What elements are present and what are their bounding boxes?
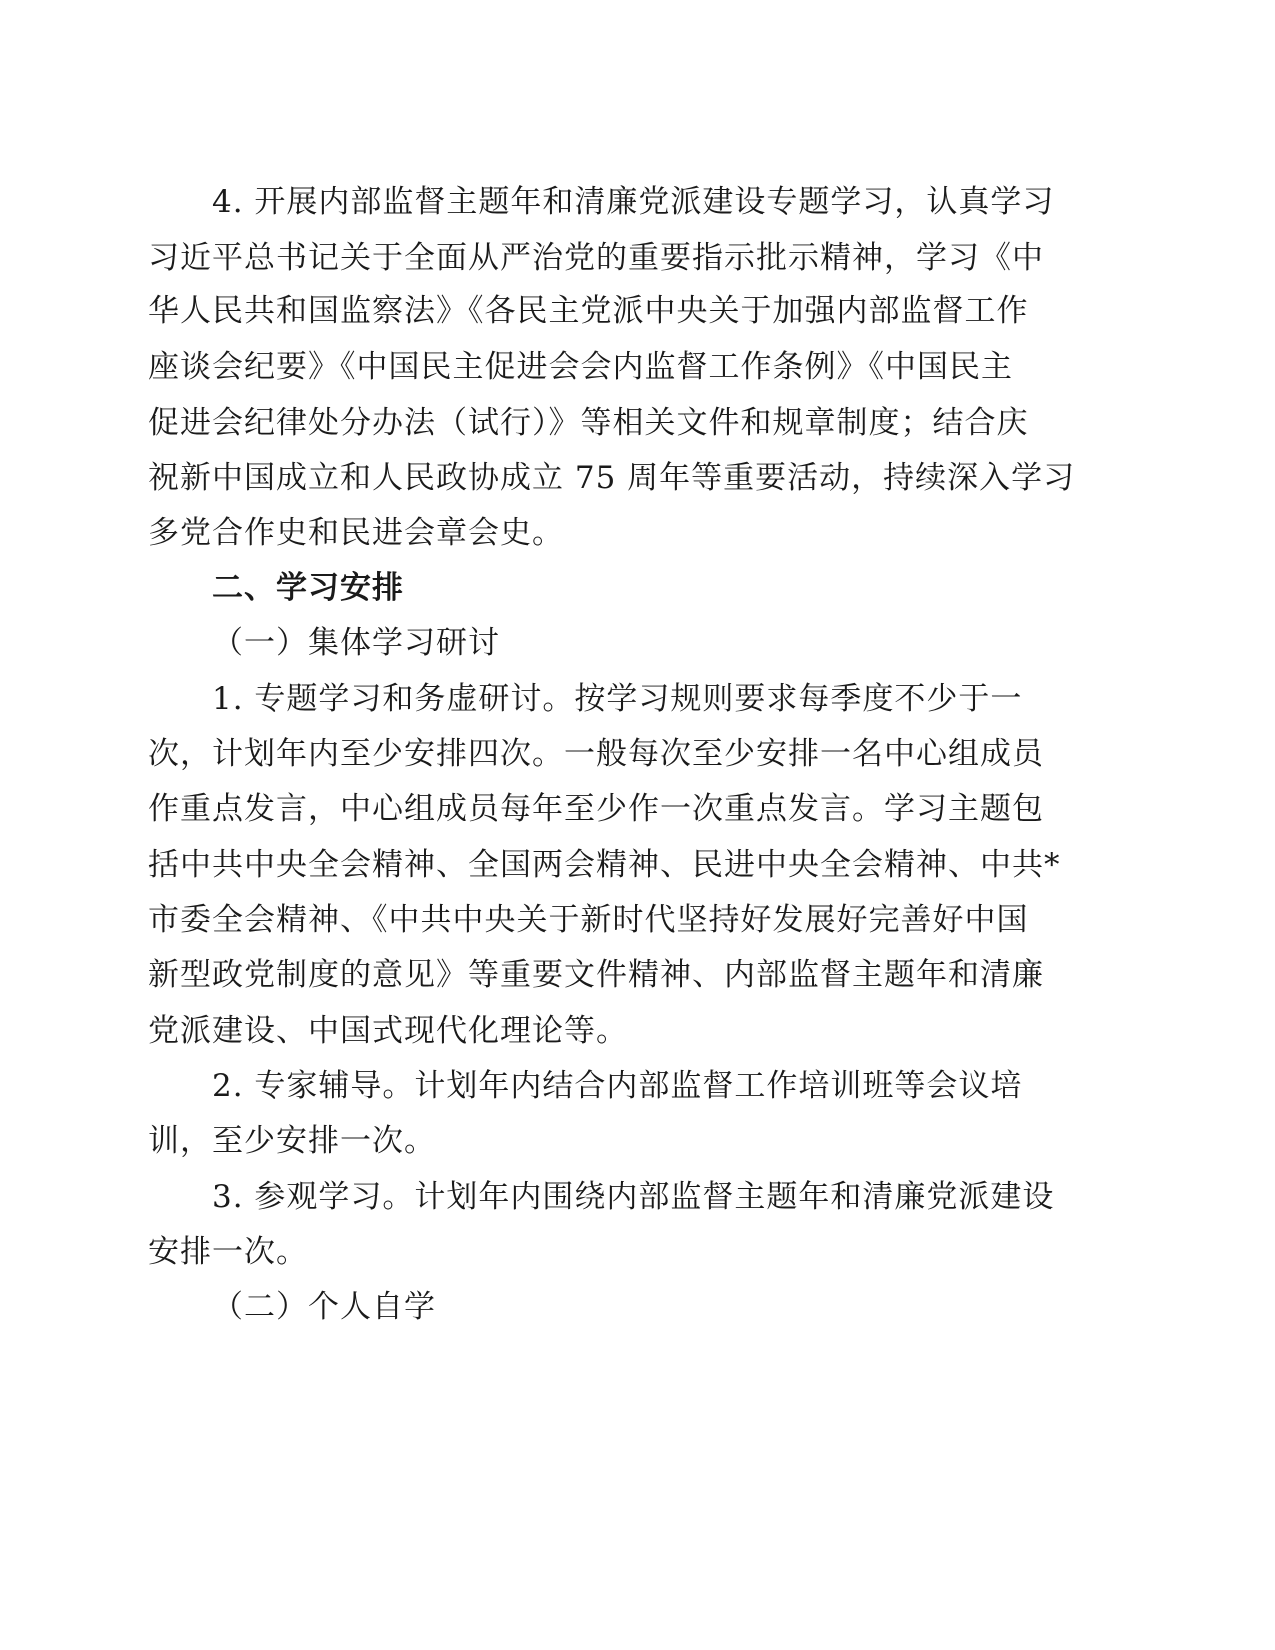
subsection-heading-1: （一）集体学习研讨 (212, 625, 500, 661)
para-2-line-2: 次，计划年内至少安排四次。一般每次至少安排一名中心组成员 (148, 736, 1044, 772)
para-1-line-6: 祝新中国成立和人民政协成立 75 周年等重要活动，持续深入学习 (148, 460, 1076, 496)
para-1-line-2: 习近平总书记关于全面从严治党的重要指示批示精神，学习《中 (148, 240, 1044, 276)
para-1-line-5: 促进会纪律处分办法（试行）》等相关文件和规章制度；结合庆 (148, 405, 1029, 441)
para-1-line-4: 座谈会纪要》《中国民主促进会会内监督工作条例》《中国民主 (148, 349, 1013, 385)
para-2-line-6: 新型政党制度的意见》等重要文件精神、内部监督主题年和清廉 (148, 957, 1044, 993)
para-3-line-1: 2. 专家辅导。计划年内结合内部监督工作培训班等会议培 (212, 1068, 1023, 1104)
subsection-heading-2: （二）个人自学 (212, 1289, 436, 1325)
para-1-line-7: 多党合作史和民进会章会史。 (148, 515, 564, 551)
para-4-line-2: 安排一次。 (148, 1234, 308, 1270)
para-1-line-3: 华人民共和国监察法》《各民主党派中央关于加强内部监督工作 (148, 293, 1029, 329)
para-2-line-5: 市委全会精神、《中共中央关于新时代坚持好发展好完善好中国 (148, 902, 1029, 938)
para-2-line-7: 党派建设、中国式现代化理论等。 (148, 1013, 628, 1049)
para-3-line-2: 训，至少安排一次。 (148, 1123, 436, 1159)
para-4-line-1: 3. 参观学习。计划年内围绕内部监督主题年和清廉党派建设 (212, 1179, 1055, 1215)
para-1-line-1: 4. 开展内部监督主题年和清廉党派建设专题学习，认真学习 (212, 184, 1055, 220)
para-2-line-4: 括中共中央全会精神、全国两会精神、民进中央全会精神、中共* (148, 847, 1061, 883)
para-2-line-1: 1. 专题学习和务虚研讨。按学习规则要求每季度不少于一 (212, 681, 1023, 717)
section-heading: 二、学习安排 (212, 570, 404, 606)
para-2-line-3: 作重点发言，中心组成员每年至少作一次重点发言。学习主题包 (148, 791, 1044, 827)
